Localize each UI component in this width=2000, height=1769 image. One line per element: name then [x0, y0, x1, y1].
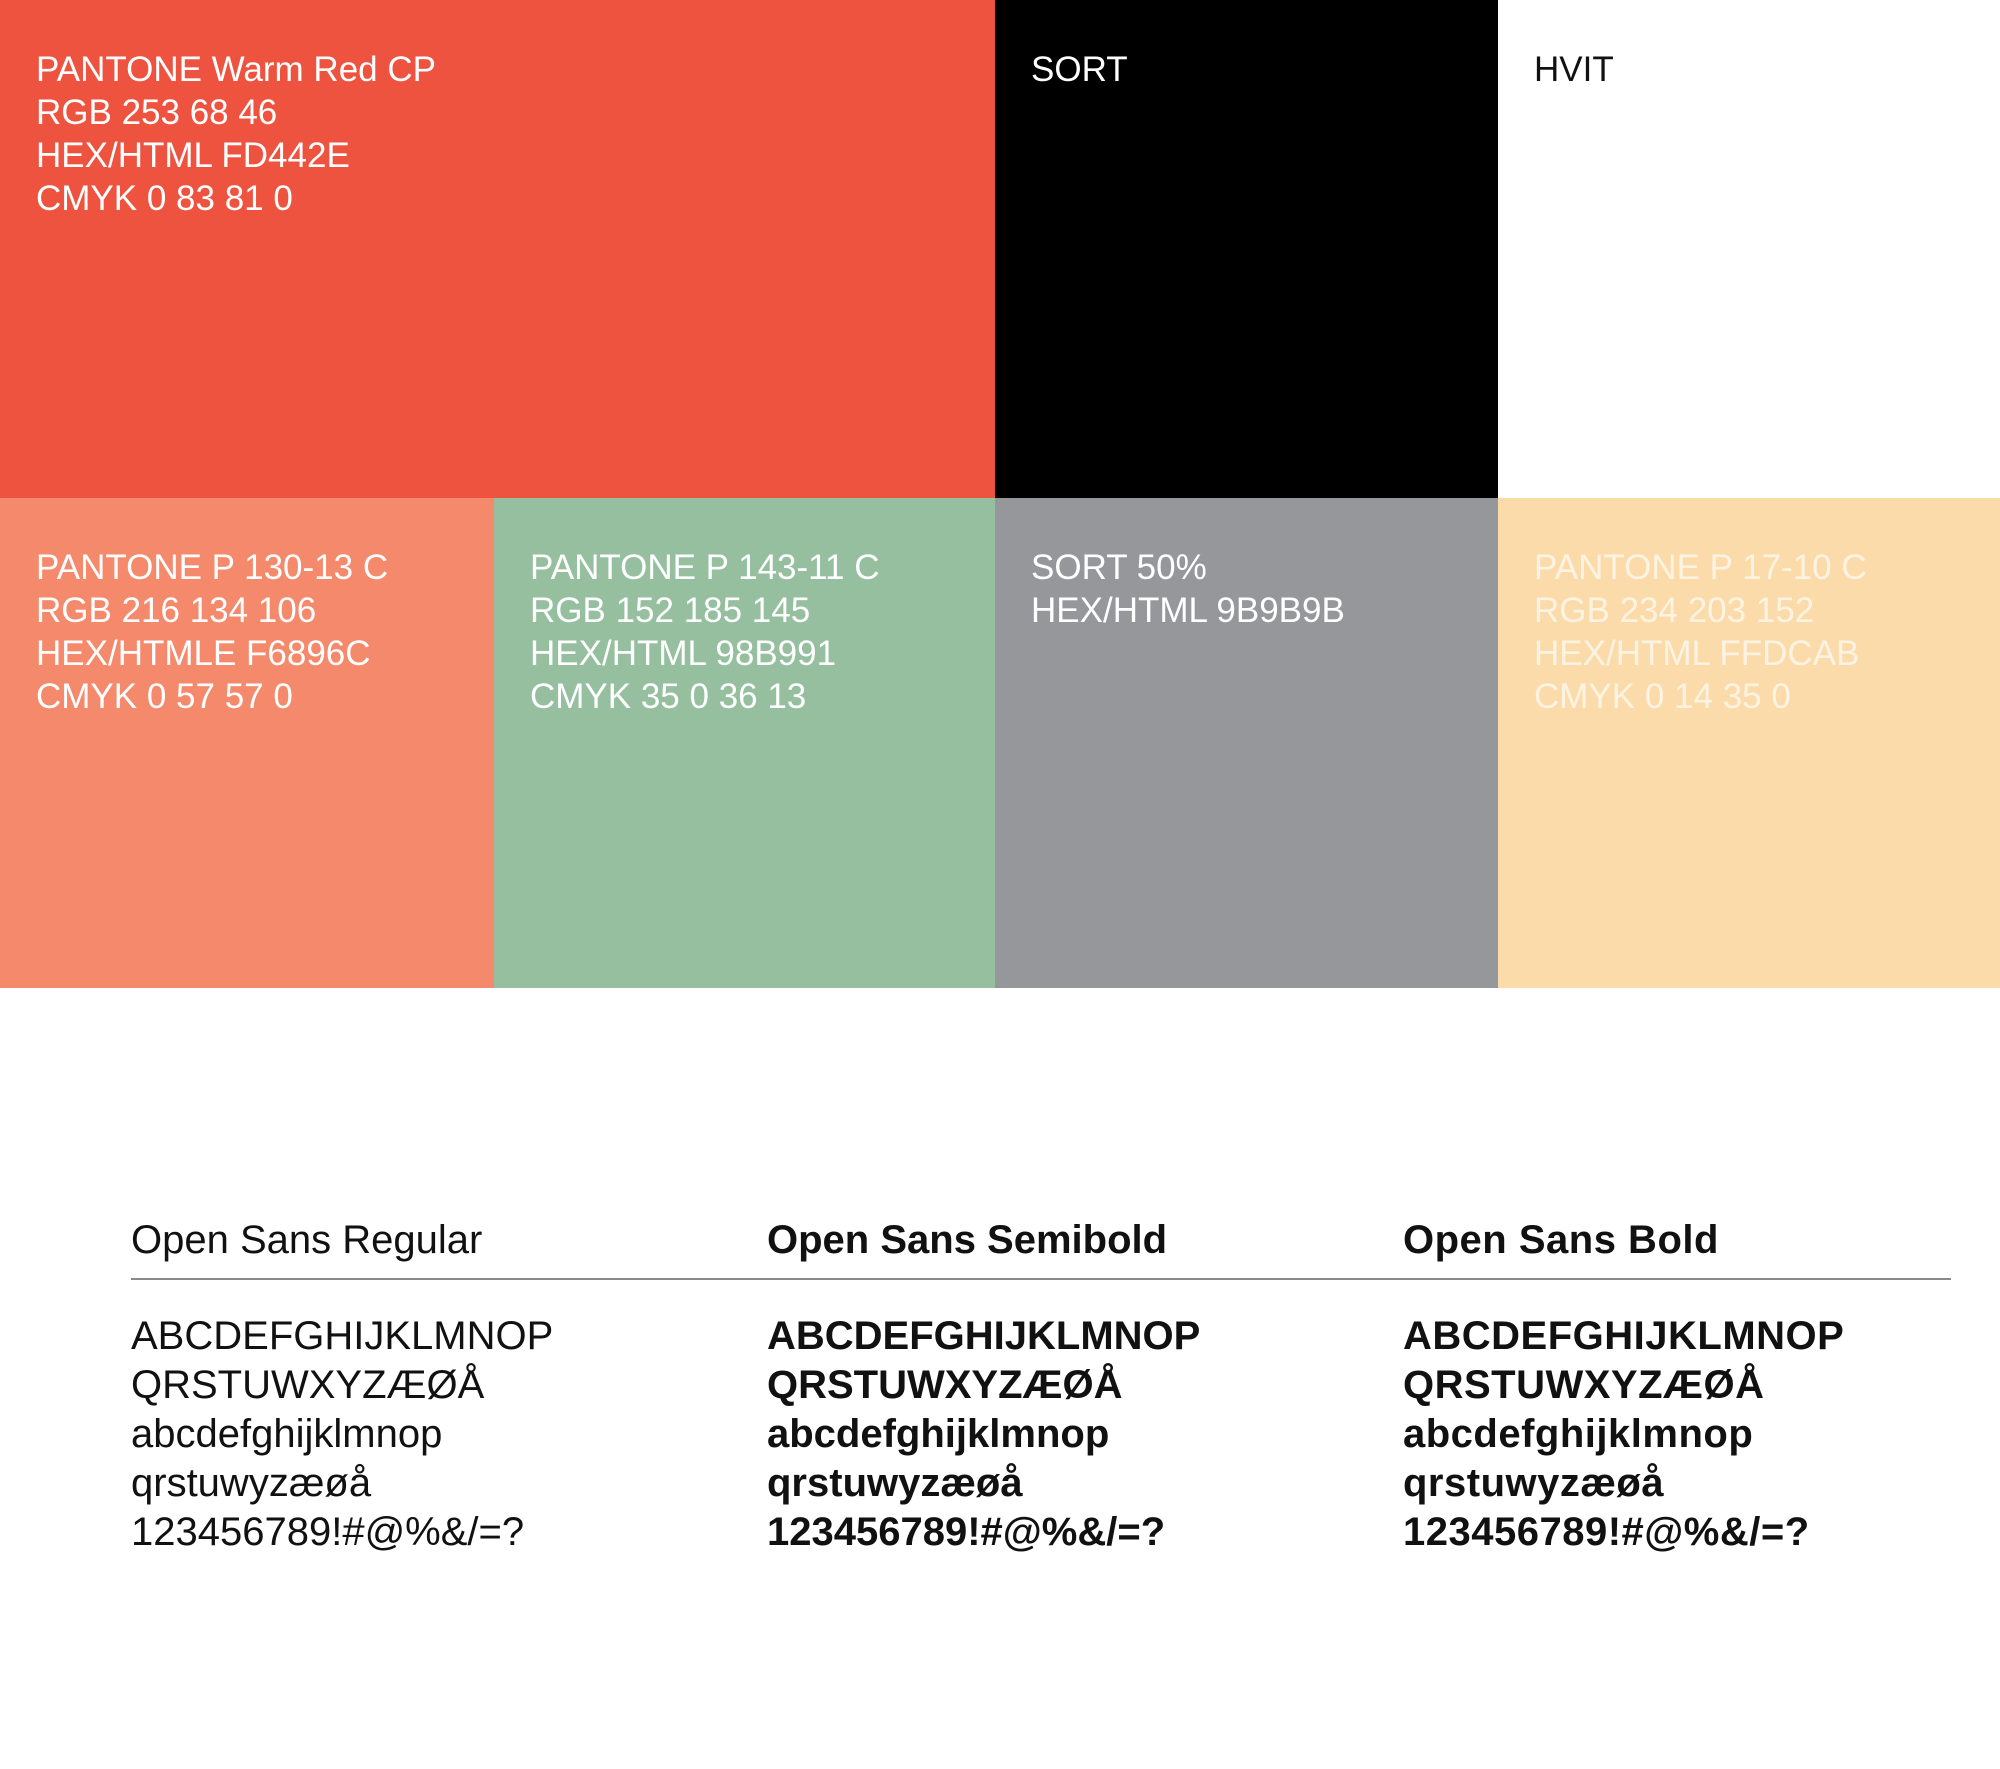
- swatch-pantone-17: [1498, 498, 2000, 988]
- font-column-semibold: [767, 1210, 1167, 1270]
- sample-line: ABCDEFGHIJKLMNOP: [131, 1314, 554, 1358]
- swatch-line: HEX/HTMLE F6896C: [36, 634, 371, 673]
- sample-line: 123456789!#@%&/=?: [767, 1510, 1166, 1554]
- swatch-line: PANTONE P 143-11 C: [530, 548, 880, 587]
- sample-line: abcdefghijklmnop: [131, 1412, 443, 1456]
- swatch-line: PANTONE P 17-10 C: [1534, 548, 1867, 587]
- swatch-warm-red: [0, 0, 995, 498]
- font-heading-regular: Open Sans Regular: [131, 1218, 483, 1262]
- divider: [131, 1278, 1951, 1280]
- sample-line: QRSTUWXYZÆØÅ: [1403, 1363, 1765, 1407]
- swatch-line: PANTONE Warm Red CP: [36, 50, 436, 89]
- sample-line: QRSTUWXYZÆØÅ: [131, 1363, 485, 1407]
- font-sample-regular: [131, 1312, 553, 1557]
- sample-line: qrstuwyzæøå: [1403, 1461, 1665, 1505]
- swatch-line: RGB 253 68 46: [36, 93, 278, 132]
- sample-line: abcdefghijklmnop: [767, 1412, 1110, 1456]
- swatch-sort: [995, 0, 1498, 498]
- swatch-line: CMYK 0 83 81 0: [36, 179, 293, 218]
- swatch-line: HEX/HTML FFDCAB: [1534, 634, 1860, 673]
- sample-line: 123456789!#@%&/=?: [1403, 1510, 1810, 1554]
- swatch-line: PANTONE P 130-13 C: [36, 548, 389, 587]
- swatch-line: CMYK 0 57 57 0: [36, 677, 293, 716]
- swatch-line: SORT 50%: [1031, 548, 1207, 587]
- sample-line: 123456789!#@%&/=?: [131, 1510, 525, 1554]
- swatch-line: CMYK 35 0 36 13: [530, 677, 807, 716]
- font-sample-semibold: [767, 1312, 1200, 1557]
- swatch-line: CMYK 0 14 35 0: [1534, 677, 1791, 716]
- swatch-hvit: [1498, 0, 2000, 498]
- swatch-line: HEX/HTML 98B991: [530, 634, 837, 673]
- swatch-line: RGB 234 203 152: [1534, 591, 1815, 630]
- swatch-line: HEX/HTML 9B9B9B: [1031, 591, 1345, 630]
- font-heading-semibold: Open Sans Semibold: [767, 1218, 1168, 1262]
- swatch-line: RGB 216 134 106: [36, 591, 317, 630]
- sample-line: QRSTUWXYZÆØÅ: [767, 1363, 1123, 1407]
- sample-line: qrstuwyzæøå: [767, 1461, 1023, 1505]
- sample-line: qrstuwyzæøå: [131, 1461, 372, 1505]
- swatch-pantone-130: [0, 498, 494, 988]
- sample-line: ABCDEFGHIJKLMNOP: [1403, 1314, 1845, 1358]
- swatch-line: HVIT: [1534, 50, 1614, 89]
- swatch-line: RGB 152 185 145: [530, 591, 811, 630]
- swatch-line: SORT: [1031, 50, 1128, 89]
- swatch-pantone-143: [494, 498, 995, 988]
- font-column-regular: [131, 1210, 482, 1270]
- font-column-bold: [1403, 1210, 1719, 1270]
- sample-line: abcdefghijklmnop: [1403, 1412, 1754, 1456]
- font-sample-bold: [1403, 1312, 1844, 1557]
- swatch-sort-50: [995, 498, 1498, 988]
- sample-line: ABCDEFGHIJKLMNOP: [767, 1314, 1201, 1358]
- swatch-line: HEX/HTML FD442E: [36, 136, 350, 175]
- font-heading-bold: Open Sans Bold: [1403, 1218, 1719, 1262]
